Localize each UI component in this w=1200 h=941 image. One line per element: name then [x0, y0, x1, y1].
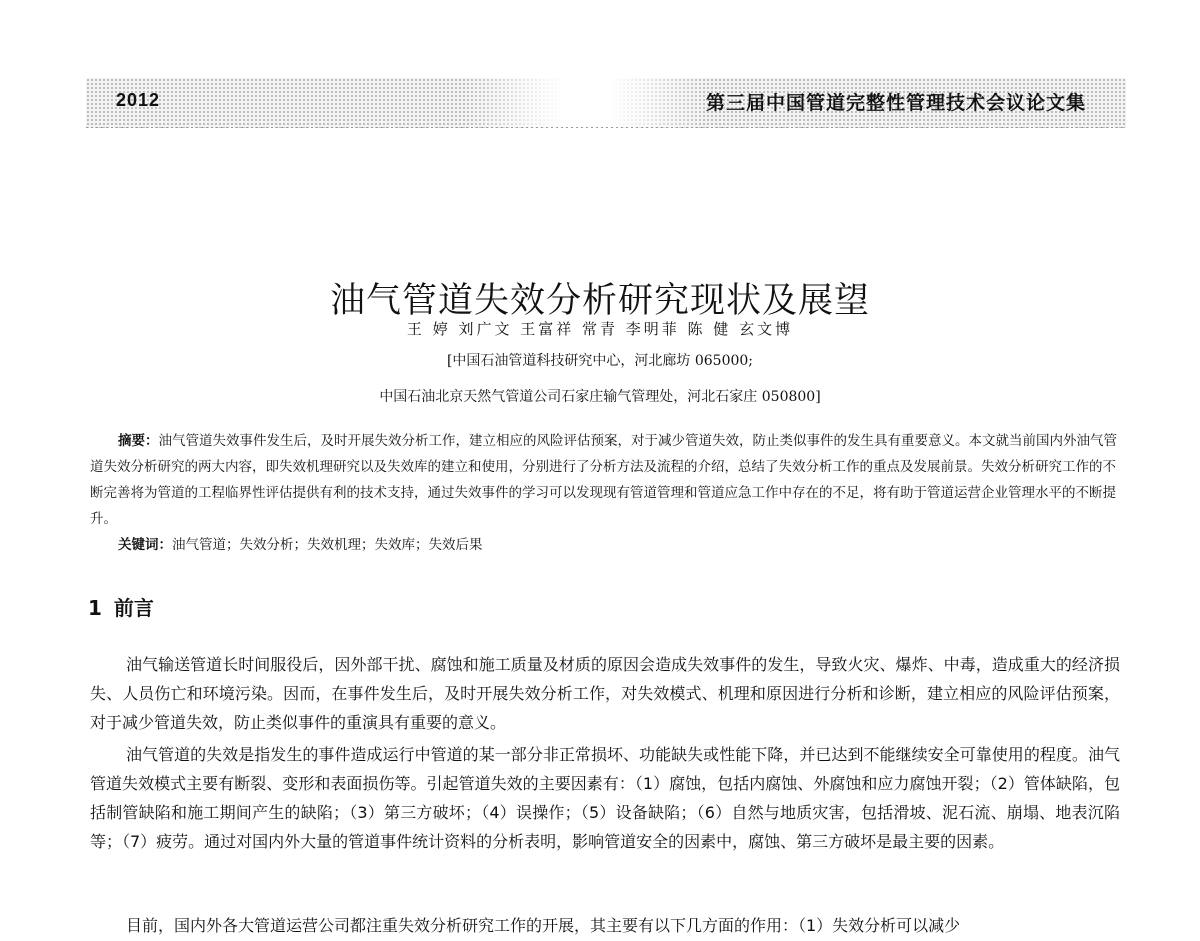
header-proceedings-title: 第三届中国管道完整性管理技术会议论文集	[705, 92, 1086, 114]
abstract-text: 油气管道失效事件发生后，及时开展失效分析工作，建立相应的风险评估预案，对于减少管道失效，防止类似事件的发生具有重要意义。本文就当前国内外油气管道失效分析研究的两大内容，即失效机理研究以及失效库的建立和使用，分别进行了分析方法及流程的介绍，总结了失效分析工作的重点及发展前景。失效分析研究工作的不断完善将为管道的工程临界性评估提供有利的技术支持，通过失效事件的学习可以发现现有管道管理和管道应急工作中存在的不足，将有助于管道运营企业管理水平的不断提升。	[90, 433, 1117, 527]
keywords-label: 关键词：	[118, 537, 172, 553]
affiliation-line-2: 中国石油北京天然气管道公司石家庄输气管理处，河北石家庄 050800]	[379, 389, 821, 405]
paper-authors: 王 婷 刘广文 王富祥 常青 李明菲 陈 健 玄文博	[406, 320, 794, 338]
running-header	[86, 78, 1126, 128]
affiliation-line-1: [中国石油管道科技研究中心，河北廊坊 065000;	[446, 353, 754, 369]
abstract-label: 摘要：	[118, 433, 159, 449]
paper-title: 油气管道失效分析研究现状及展望	[329, 281, 870, 322]
section-title: 前言	[113, 596, 154, 620]
header-rule	[86, 127, 1126, 128]
body-paragraph: 油气管道的失效是指发生的事件造成运行中管道的某一部分非正常损坏、功能缺失或性能下降，并已达到不能继续安全可靠使用的程度。油气管道失效模式主要有断裂、变形和表面损伤等。引起管道失效的主要因素有：（1）腐蚀，包括内腐蚀、外腐蚀和应力腐蚀开裂；（2）管体缺陷，包括制管缺陷和施工期间产生的缺陷；（3）第三方破坏；（4）误操作；（5）设备缺陷；（6）自然与地质灾害，包括滑坡、泥石流、崩塌、地表沉陷等；（7）疲劳。通过对国内外大量的管道事件统计资料的分析表明，影响管道安全的因素中，腐蚀、第三方破坏是最主要的因素。	[90, 745, 1120, 851]
header-year: 2012	[116, 90, 161, 110]
section-heading	[88, 592, 154, 621]
keywords	[118, 532, 1118, 558]
abstract	[90, 428, 1120, 532]
header-gap	[466, 78, 706, 128]
section-number: 1	[88, 596, 102, 620]
keywords-text: 油气管道；失效分析；失效机理；失效库；失效后果	[172, 537, 483, 553]
body-paragraph: 油气输送管道长时间服役后，因外部干扰、腐蚀和施工质量及材质的原因会造成失效事件的发生，导致火灾、爆炸、中毒，造成重大的经济损失、人员伤亡和环境污染。因而，在事件发生后，及时开展失效分析工作，对失效模式、机理和原因进行分析和诊断，建立相应的风险评估预案，对于减少管道失效，防止类似事件的重演具有重要的意义。	[90, 655, 1120, 732]
body-paragraph: 目前，国内外各大管道运营公司都注重失效分析研究工作的开展，其主要有以下几方面的作用：（1）失效分析可以减少	[126, 916, 961, 935]
